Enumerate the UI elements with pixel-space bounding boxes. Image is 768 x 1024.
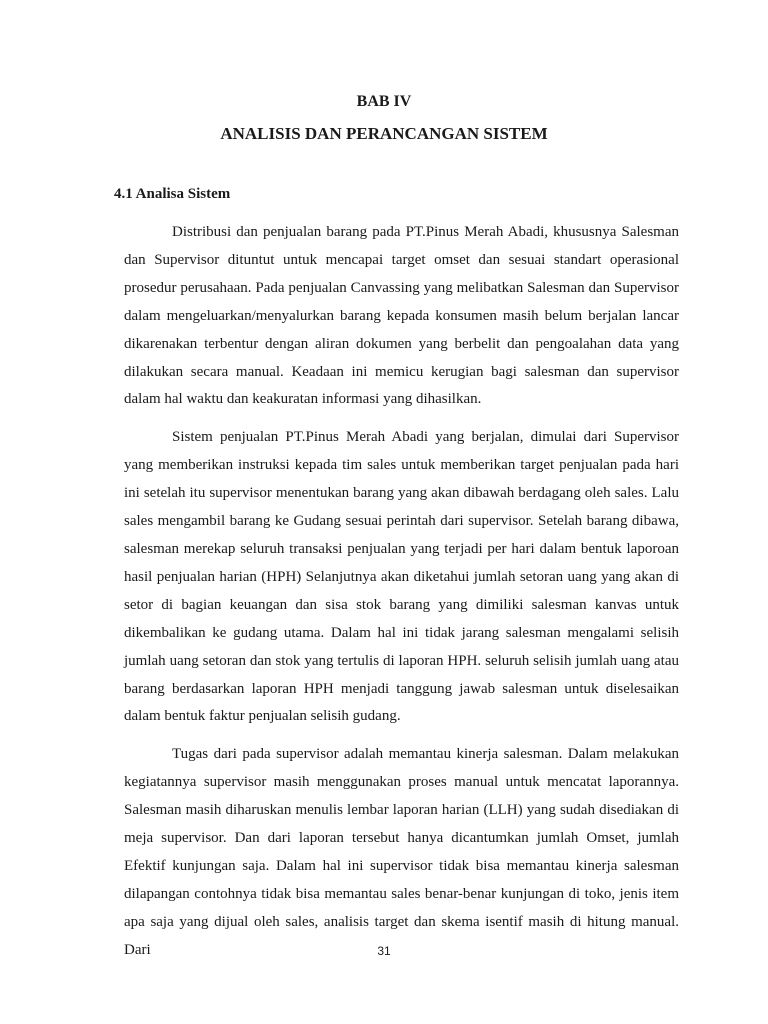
paragraph-3: Tugas dari pada supervisor adalah memantau kinerja salesman. Dalam melakukan kegiatannya supervisor masih menggunakan proses manual untuk mencatat laporannya. Salesman masih diharuskan menulis lembar laporan harian (LLH) yang sudah disediakan di meja supervisor. Dan dari laporan tersebut hanya dicantumkan jumlah Omset, jumlah Efektif kunjungan saja. Dalam hal ini supervisor tidak bisa memantau kinerja salesman dilapangan contohnya tidak bisa memantau sales benar-benar kunjungan di toko, jenis item apa saja yang dijual oleh sales, analisis target dan skema isentif masih di hitung manual. Dari — [124, 746, 679, 958]
chapter-title: ANALISIS DAN PERANCANGAN SISTEM — [220, 124, 548, 143]
body-text — [124, 219, 679, 975]
chapter-label: BAB IV — [356, 93, 412, 110]
section-heading: 4.1 Analisa Sistem — [114, 186, 231, 202]
page-number: 31 — [377, 944, 391, 958]
paragraph-2: Sistem penjualan PT.Pinus Merah Abadi yang berjalan, dimulai dari Supervisor yang memberikan instruksi kepada tim sales untuk memberikan target penjualan pada hari ini setelah itu supervisor menentukan barang yang akan dibawah berdagang oleh sales. Lalu sales mengambil barang ke Gudang sesuai perintah dari supervisor. Setelah barang dibawa, salesman merekap seluruh transaksi penjualan yang terjadi per hari dalam bentuk laporoan hasil penjualan harian (HPH) Selanjutnya akan diketahui jumlah setoran uang yang akan di setor di bagian keuangan dan sisa stok barang yang dimiliki salesman kanvas untuk dikembalikan ke gudang utama. Dalam hal ini tidak jarang salesman mengalami selisih jumlah uang setoran dan stok yang tertulis di laporan HPH. seluruh selisih jumlah uang atau barang berdasarkan laporan HPH menjadi tanggung jawab salesman untuk diselesaikan dalam bentuk faktur penjualan selisih gudang. — [124, 429, 679, 725]
paragraph-1: Distribusi dan penjualan barang pada PT.Pinus Merah Abadi, khususnya Salesman dan Supervisor dituntut untuk mencapai target omset dan sesuai standart operasional prosedur perusahaan. Pada penjualan Canvassing yang melibatkan Salesman dan Supervisor dalam mengeluarkan/menyalurkan barang kepada konsumen masih belum berjalan lancar dikarenakan terbentur dengan aliran dokumen yang berbelit dan pengoalahan data yang dilakukan secara manual. Keadaan ini memicu kerugian bagi salesman dan supervisor dalam hal waktu dan keakuratan informasi yang dihasilkan. — [124, 224, 679, 408]
